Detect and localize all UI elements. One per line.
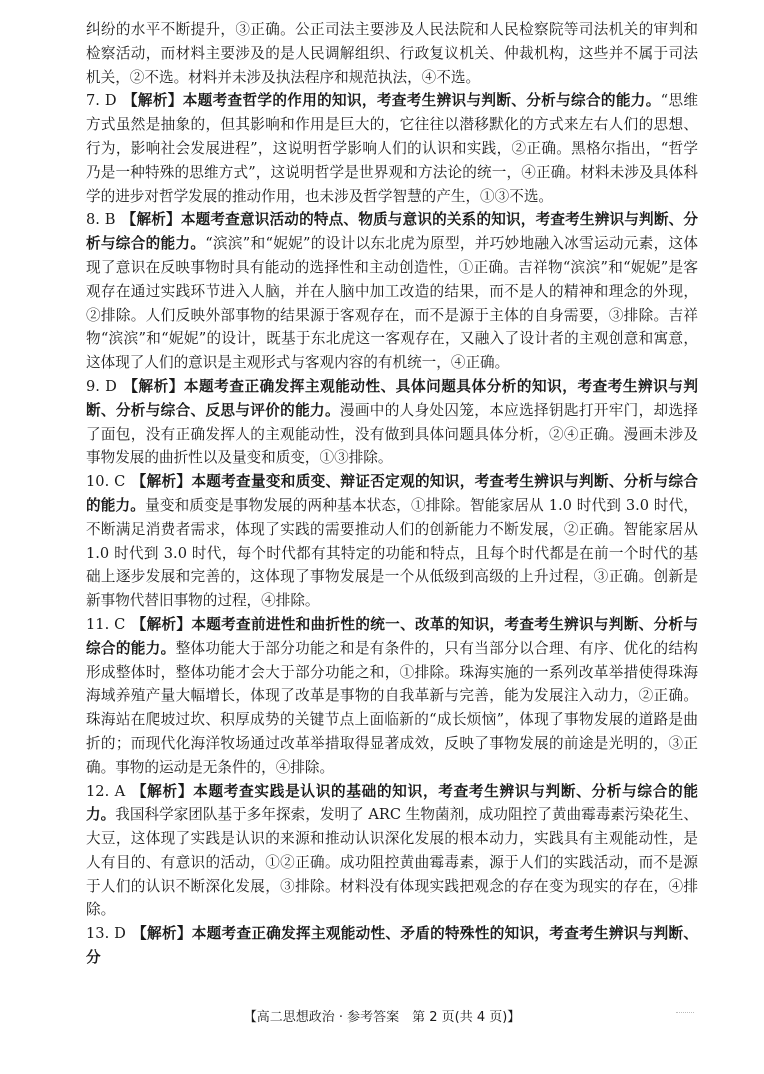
answer-item-11 [67, 613, 698, 780]
item-number: 7. D [86, 92, 117, 110]
intro-paragraph [86, 18, 698, 89]
item-lead: 本题考查正确发挥主观能动性、矛盾的特殊性的知识，考查考生辨识与判断、分 [86, 925, 698, 967]
item-body: 漫画中的人身处囚笼，本应选择钥匙打开牢门，却选择了面包，没有正确发挥人的主观能动性，没有做到具体问题具体分析，②④正确。漫画未涉及事物发展的曲折性以及量变和质变，①③排除。 [86, 401, 698, 467]
analysis-tag: 【解析】 [122, 377, 184, 395]
item-lead: 本题考查哲学的作用的知识，考查考生辨识与判断、分析与综合的能力。 [182, 92, 661, 110]
answer-item-7 [67, 89, 698, 208]
intro-text: 纠纷的水平不断提升，③正确。公正司法主要涉及人民法院和人民检察院等司法机关的审判和检察活动，而材料主要涉及的是人民调解组织、行政复议机关、仲裁机构，这些并不属于司法机关，②不选。材料并未涉及执法程序和规范执法，④不选。 [86, 21, 698, 86]
item-number: 10. C [86, 473, 126, 491]
item-number: 12. A [86, 782, 126, 800]
item-body: “滨滨”和“妮妮”的设计以东北虎为原型，并巧妙地融入冰雪运动元素，这体现了意识在反映事物时具有能动的选择性和主动创造性，①正确。吉祥物“滨滨”和“妮妮”是客观存在通过实践环节进入人脑，并在人脑中加工改造的结果，而不是人的精神和理念的外现，②排除。人们反映外部事物的结果源于客观存在，而不是源于主体的自身需要，③排除。吉祥物“滨滨”和“妮妮”的设计，既基于东北虎这一客观存在，又融入了设计者的主观创意和寓意，这体现了人们的意识是主观形式与客观内容的有机统一，④正确。 [86, 235, 698, 372]
item-lead: 本题考查量变和质变、辩证否定观的知识，考查考生辨识与判断、分析与综合的能力。 [86, 473, 698, 514]
answer-item-8 [67, 208, 698, 375]
answer-item-9 [67, 375, 698, 470]
item-body: 量变和质变是事物发展的两种基本状态，①排除。智能家居从 1.0 时代到 3.0 时代，不断满足消费者需求，体现了实践的需要推动人们的创新能力不断发展，②正确。智能家居从 1.0 时代到 3.0 时代，每个时代都有其特定的功能和特点，且每个时代都是在前一个时代的基础上逐步发展和完善的，这体现了事物发展是一个从低级到高级的上升过程，③正确。创新是新事物代替旧事物的过程，④排除。 [86, 496, 698, 610]
analysis-tag: 【解析】 [121, 211, 181, 229]
analysis-tag: 【解析】 [131, 925, 192, 943]
answer-item-13 [67, 922, 698, 970]
item-number: 8. B [86, 211, 116, 229]
page-footer: 【高二思想政治 · 参考答案 第 2 页(共 4 页)】 [243, 1010, 521, 1025]
analysis-tag: 【解析】 [131, 473, 192, 491]
analysis-tag: 【解析】 [122, 92, 183, 110]
item-body: “思维方式虽然是抽象的，但其影响和作用是巨大的，它往往以潜移默化的方式来左右人们的思想、行为，影响社会发展进程”，这说明哲学影响人们的认识和实践，②正确。黑格尔指出，“哲学乃是一种特殊的思维方式”，这说明哲学是世界观和方法论的统一，④正确。材料未涉及具体科学的进步对哲学发展的推动作用，也未涉及哲学智慧的产生，①③不选。 [86, 92, 698, 205]
answer-item-10 [67, 470, 698, 613]
item-number: 11. C [86, 615, 126, 633]
answer-item-12 [67, 780, 698, 923]
item-number: 13. D [86, 925, 126, 943]
analysis-tag: 【解析】 [131, 782, 194, 800]
item-body: 整体功能大于部分功能之和是有条件的，只有当部分以合理、有序、优化的结构形成整体时，整体功能才会大于部分功能之和，①排除。珠海实施的一系列改革举措使得珠海海域养殖产量大幅增长，体现了改革是事物的自我革新与完善，能为发展注入动力，②正确。珠海站在爬坡过坎、积厚成势的关键节点上面临新的“成长烦恼”，体现了事物发展的道路是曲折的；而现代化海洋牧场通过改革举措取得显著成效，反映了事物发展的前途是光明的，③正确。事物的运动是无条件的，④排除。 [86, 639, 698, 776]
item-lead: 本题考查前进性和曲折性的统一、改革的知识，考查考生辨识与判断、分析与综合的能力。 [86, 615, 698, 657]
answer-content [86, 18, 698, 970]
item-number: 9. D [86, 377, 117, 395]
item-body: 我国科学家团队基于多年探索，发明了 ARC 生物菌剂，成功阻控了黄曲霉毒素污染花生、大豆，这体现了实践是认识的来源和推动认识深化发展的根本动力，实践具有主观能动性，是人有目的、有意识的活动，①②正确。成功阻控黄曲霉毒素，源于人们的实践活动，而不是源于人们的认识不断深化发展，③排除。材料没有体现实践把观念的存在变为现实的存在，④排除。 [86, 806, 698, 919]
corner-dots [676, 1012, 694, 1015]
item-lead: 本题考查意识活动的特点、物质与意识的关系的知识，考查考生辨识与判断、分析与综合的能力。 [86, 211, 698, 253]
item-lead: 本题考查实践是认识的基础的知识，考查考生辨识与判断、分析与综合的能力。 [86, 782, 698, 824]
item-lead: 本题考查正确发挥主观能动性、具体问题具体分析的知识，考查考生辨识与判断、分析与综合、反思与评价的能力。 [86, 377, 698, 419]
analysis-tag: 【解析】 [131, 615, 192, 633]
